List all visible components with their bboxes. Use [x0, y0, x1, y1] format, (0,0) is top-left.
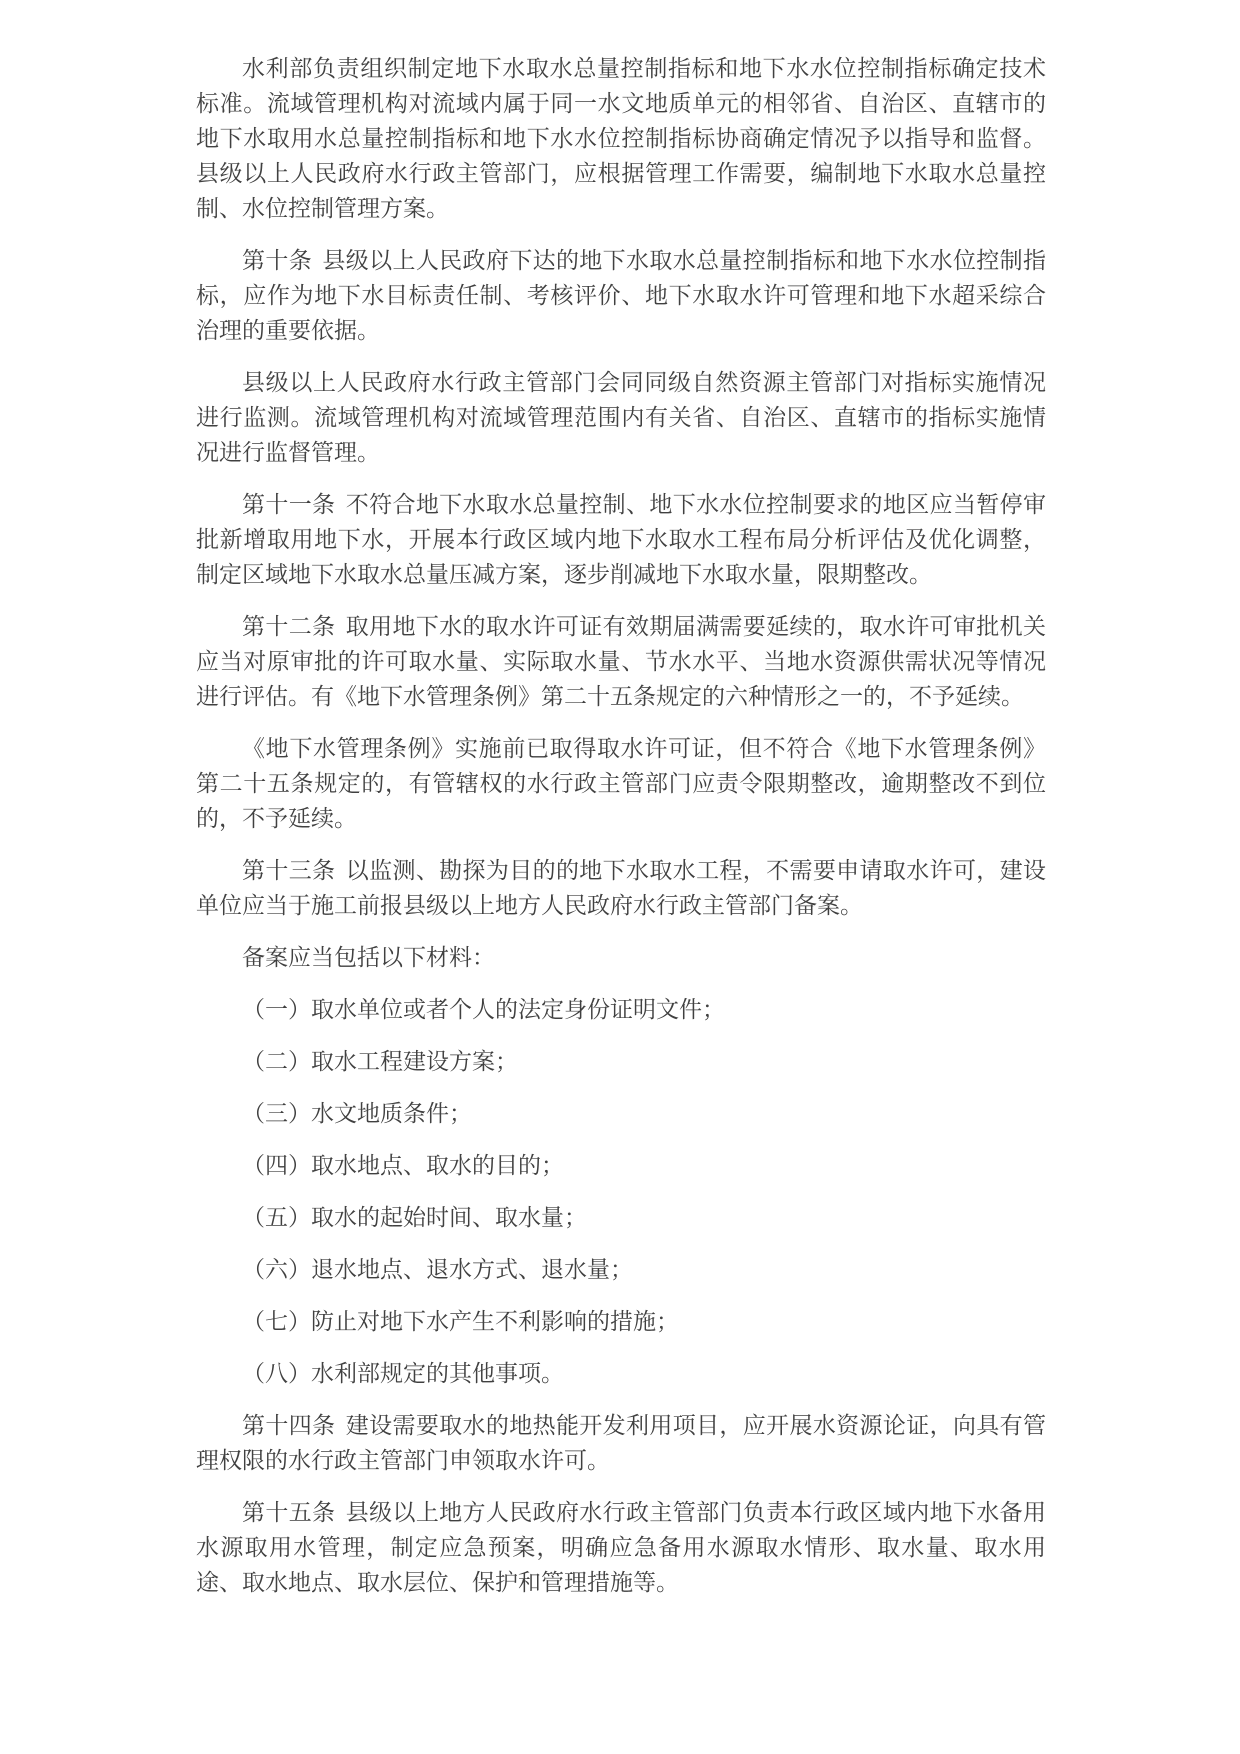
- article-12-text: 取用地下水的取水许可证有效期届满需要延续的，取水许可审批机关应当对原审批的许可取水量、实际取水量、节水水平、当地水资源供需状况等情况进行评估。有《地下水管理条例》第二十五条规定的六种情形之一的，不予延续。: [196, 614, 1047, 709]
- article-13-paragraph: [196, 853, 1046, 923]
- article-14-number: 第十四条: [242, 1413, 336, 1438]
- list-item-3: （三）水文地质条件；: [242, 1101, 472, 1126]
- list-item-6: （六）退水地点、退水方式、退水量；: [242, 1257, 633, 1282]
- regulation-transition-paragraph: 《地下水管理条例》实施前已取得取水许可证，但不符合《地下水管理条例》第二十五条规定的，有管辖权的水行政主管部门应责令限期整改，逾期整改不到位的，不予延续。: [196, 736, 1046, 831]
- article-14-text: 建设需要取水的地热能开发利用项目，应开展水资源论证，向具有管理权限的水行政主管部门申领取水许可。: [196, 1413, 1047, 1473]
- filing-materials-intro: 备案应当包括以下材料：: [242, 945, 495, 970]
- article-13-text: 以监测、勘探为目的的地下水取水工程，不需要申请取水许可，建设单位应当于施工前报县级以上地方人民政府水行政主管部门备案。: [196, 858, 1047, 918]
- article-11-number: 第十一条: [242, 492, 336, 517]
- article-10-paragraph: [196, 243, 1046, 348]
- article-15-paragraph: [196, 1495, 1046, 1600]
- list-item-7: （七）防止对地下水产生不利影响的措施；: [242, 1309, 679, 1334]
- article-15-text: 县级以上地方人民政府水行政主管部门负责本行政区域内地下水备用水源取用水管理，制定应急预案，明确应急备用水源取水情形、取水量、取水用途、取水地点、取水层位、保护和管理措施等。: [196, 1500, 1047, 1595]
- article-12-paragraph: [196, 609, 1046, 714]
- monitoring-paragraph: 县级以上人民政府水行政主管部门会同同级自然资源主管部门对指标实施情况进行监测。流域管理机构对流域管理范围内有关省、自治区、直辖市的指标实施情况进行监督管理。: [196, 370, 1046, 465]
- intro-paragraph: 水利部负责组织制定地下水取水总量控制指标和地下水水位控制指标确定技术标准。流域管理机构对流域内属于同一水文地质单元的相邻省、自治区、直辖市的地下水取用水总量控制指标和地下水水位控制指标协商确定情况予以指导和监督。县级以上人民政府水行政主管部门，应根据管理工作需要，编制地下水取水总量控制、水位控制管理方案。: [196, 56, 1046, 221]
- list-item-5: （五）取水的起始时间、取水量；: [242, 1205, 587, 1230]
- article-12-number: 第十二条: [242, 614, 336, 639]
- list-item-8: （八）水利部规定的其他事项。: [242, 1361, 564, 1386]
- list-item-1: （一）取水单位或者个人的法定身份证明文件；: [242, 997, 725, 1022]
- article-13-number: 第十三条: [242, 858, 336, 883]
- list-item-2: （二）取水工程建设方案；: [242, 1049, 518, 1074]
- article-10-text: 县级以上人民政府下达的地下水取水总量控制指标和地下水水位控制指标，应作为地下水目标责任制、考核评价、地下水取水许可管理和地下水超采综合治理的重要依据。: [196, 248, 1047, 343]
- article-14-paragraph: [196, 1408, 1046, 1478]
- article-15-number: 第十五条: [242, 1500, 336, 1525]
- article-10-number: 第十条: [242, 248, 313, 273]
- list-item-4: （四）取水地点、取水的目的；: [242, 1153, 564, 1178]
- article-11-paragraph: [196, 487, 1046, 592]
- article-11-text: 不符合地下水取水总量控制、地下水水位控制要求的地区应当暂停审批新增取用地下水，开展本行政区域内地下水取水工程布局分析评估及优化调整，制定区域地下水取水总量压减方案，逐步削减地下水取水量，限期整改。: [196, 492, 1047, 587]
